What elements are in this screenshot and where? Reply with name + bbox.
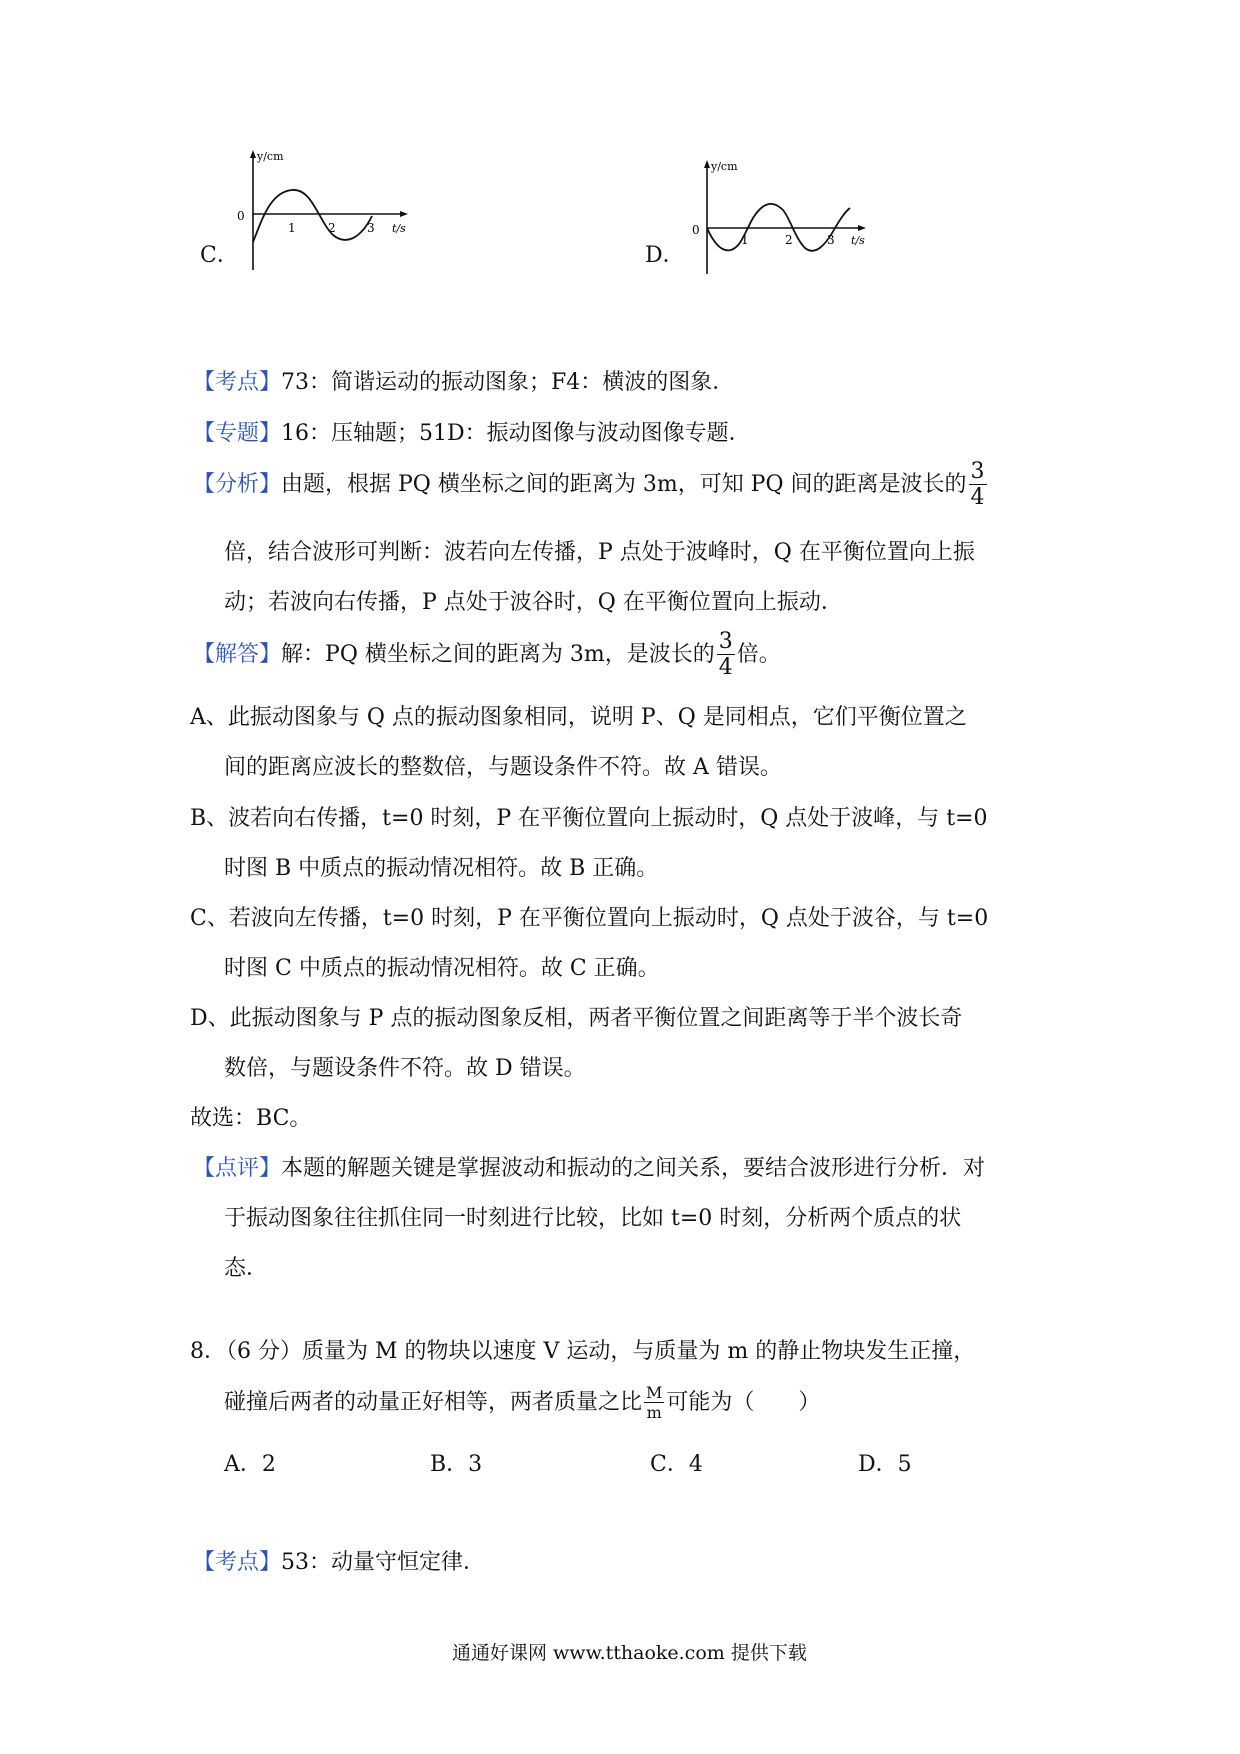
- tick-3: 3: [367, 221, 375, 235]
- dianping-line-2: 于振动图象往往抓住同一时刻进行比较，比如 t=0 时刻，分析两个质点的状: [224, 1206, 962, 1231]
- kaodian2-text: 53：动量守恒定律．: [281, 1550, 486, 1575]
- y-axis-label: y/cm: [257, 150, 284, 163]
- jieda-A-2: 间的距离应波长的整数倍，与题设条件不符。故 A 错误。: [224, 755, 782, 780]
- x-axis-arrow: [400, 211, 408, 217]
- origin-label: 0: [237, 209, 245, 223]
- jieda-C-1: C、若波向左传播，t=0 时刻，P 在平衡位置向上振动时，Q 点处于波谷，与 t=0: [190, 906, 989, 931]
- kaodian-text: 73：简谐运动的振动图象；F4：横波的图象．: [281, 370, 735, 395]
- x-axis-label: t/s: [851, 234, 865, 247]
- question8-text-b: 可能为（ ）: [666, 1390, 821, 1415]
- option-d-graph: [645, 150, 905, 300]
- option-d-plot: [645, 150, 905, 300]
- fenxi-text-1: 由题，根据 PQ 横坐标之间的距离为 3m，可知 PQ 间的距离是波长的: [281, 472, 967, 497]
- jieda-A-1: A、此振动图象与 Q 点的振动图象相同，说明 P、Q 是同相点，它们平衡位置之: [190, 705, 967, 730]
- waveform: [253, 190, 372, 242]
- tick-2: 2: [785, 233, 793, 247]
- question8-option-d: D．5: [858, 1452, 912, 1477]
- kaodian2-line: [193, 1547, 485, 1579]
- y-axis-arrow: [704, 160, 710, 168]
- tick-1: 1: [741, 233, 749, 247]
- jieda-text-a: 解：PQ 横坐标之间的距离为 3m，是波长的: [281, 642, 715, 667]
- option-c-label: C．: [200, 243, 239, 268]
- kaodian2-tag: 【考点】: [193, 1550, 282, 1575]
- kaodian-tag: 【考点】: [193, 370, 282, 395]
- page-footer: 通通好课网 www.tthaoke.com 提供下载: [452, 1642, 807, 1664]
- y-axis-label: y/cm: [711, 160, 738, 173]
- kaodian-line: [193, 367, 734, 399]
- x-axis-arrow: [858, 225, 866, 231]
- jieda-answer: 故选：BC。: [190, 1106, 312, 1131]
- fenxi-line-1: [193, 460, 989, 510]
- jieda-D-1: D、此振动图象与 P 点的振动图象反相，两者平衡位置之间距离等于半个波长奇: [190, 1006, 963, 1031]
- origin-label: 0: [692, 223, 700, 237]
- dianping-tag: 【点评】: [193, 1156, 282, 1181]
- jieda-tag: 【解答】: [193, 642, 282, 667]
- zhuanti-text: 16：压轴题；51D：振动图像与波动图像专题．: [281, 421, 751, 446]
- fenxi-tag: 【分析】: [193, 472, 282, 497]
- tick-1: 1: [288, 221, 296, 235]
- y-axis-arrow: [250, 150, 256, 158]
- dianping-text-1: 本题的解题关键是掌握波动和振动的之间关系，要结合波形进行分析．对: [281, 1156, 986, 1181]
- fraction-three-quarters: $\frac{3}{4}$: [970, 459, 985, 510]
- question8-option-c: C．4: [650, 1452, 703, 1477]
- option-d-label: D．: [645, 243, 685, 268]
- option-c-graph: [200, 140, 440, 300]
- zhuanti-line: [193, 418, 751, 450]
- question8-line-1: 8．（6 分）质量为 M 的物块以速度 V 运动，与质量为 m 的静止物块发生正撞，: [190, 1339, 976, 1364]
- fenxi-line-2: 倍，结合波形可判断：波若向左传播，P 点处于波峰时，Q 在平衡位置向上振: [224, 540, 975, 565]
- tick-2: 2: [328, 221, 336, 235]
- fraction-three-quarters-2: $\frac{3}{4}$: [718, 629, 733, 680]
- question8-option-b: B．3: [430, 1452, 483, 1477]
- jieda-B-2: 时图 B 中质点的振动情况相符。故 B 正确。: [224, 856, 659, 881]
- fenxi-line-3: 动；若波向右传播，P 点处于波谷时，Q 在平衡位置向上振动．: [224, 590, 843, 615]
- jieda-D-2: 数倍，与题设条件不符。故 D 错误。: [224, 1056, 586, 1081]
- question8-text-a: 碰撞后两者的动量正好相等，两者质量之比: [224, 1390, 643, 1415]
- zhuanti-tag: 【专题】: [193, 421, 282, 446]
- fraction-M-over-m: $\frac{M}{m}$: [646, 1383, 663, 1422]
- tick-3: 3: [827, 233, 835, 247]
- jieda-text-b: 倍。: [736, 642, 781, 667]
- option-c-plot: [200, 140, 440, 300]
- jieda-line-1: [193, 630, 781, 680]
- dianping-line-1: [193, 1153, 985, 1185]
- dianping-line-3: 态．: [224, 1256, 269, 1281]
- question8-line-2: [224, 1378, 820, 1428]
- x-axis-label: t/s: [392, 222, 406, 235]
- jieda-B-1: B、波若向右传播，t=0 时刻，P 在平衡位置向上振动时，Q 点处于波峰，与 t=0: [190, 806, 988, 831]
- jieda-C-2: 时图 C 中质点的振动情况相符。故 C 正确。: [224, 956, 660, 981]
- question8-option-a: A．2: [224, 1452, 276, 1477]
